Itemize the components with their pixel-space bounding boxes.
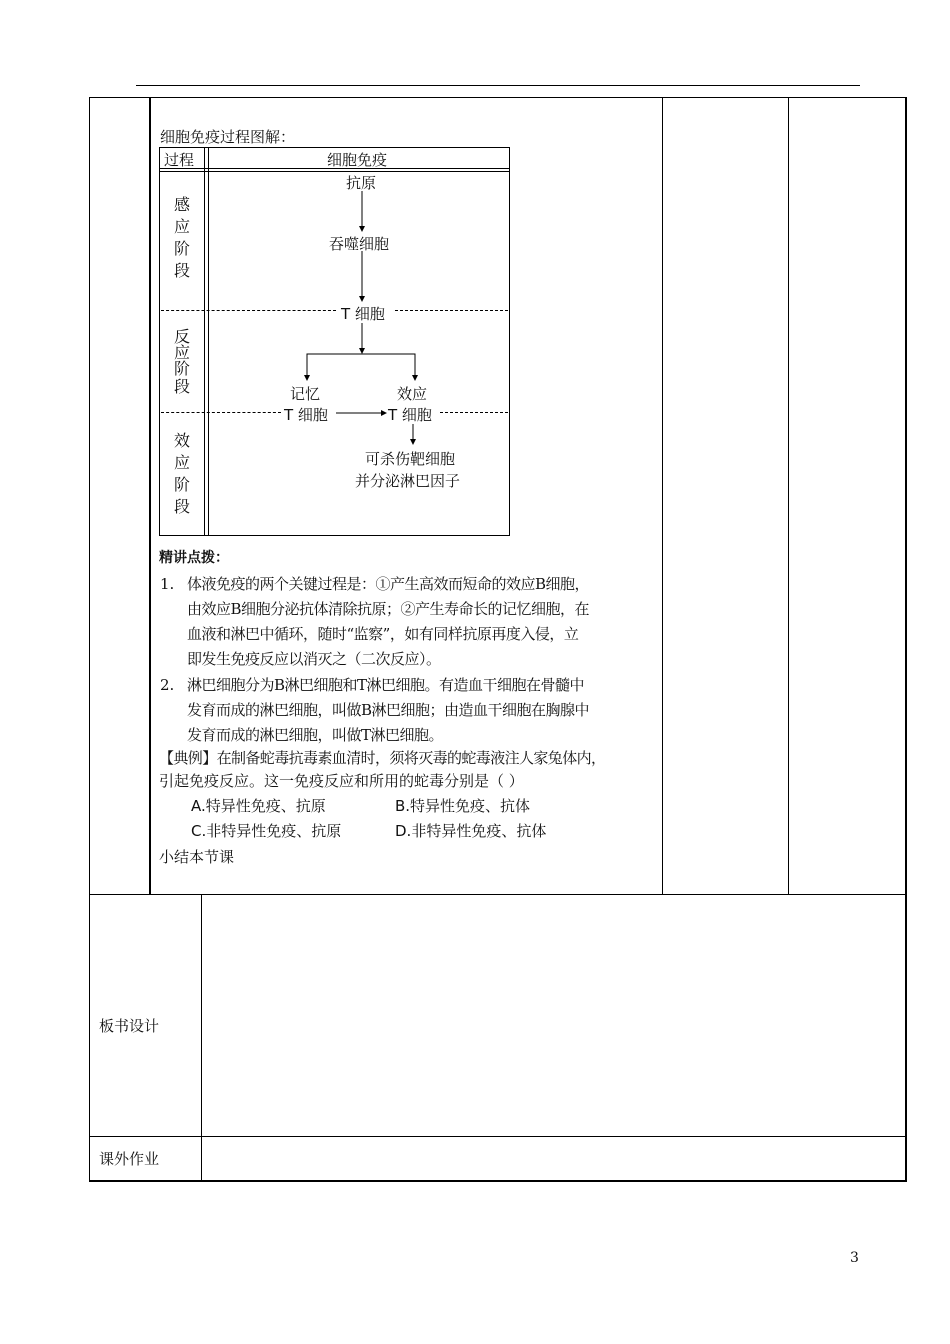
node-effector: 效应 (397, 385, 428, 403)
example-line-1: 【典例】在制备蛇毒抗毒素血清时，须将灭毒的蛇毒液注人家兔体内， (159, 749, 606, 767)
homework-label: 课外作业 (99, 1150, 160, 1168)
header-process: 过程 (164, 151, 195, 169)
stage-3-char-4: 段 (173, 497, 190, 516)
node-memory: 记忆 (290, 385, 321, 403)
stage-3-char-2: 应 (173, 453, 190, 472)
note-2-number: 2. (160, 676, 175, 694)
node-effector-t-cell: T 细胞 (388, 406, 432, 424)
stage-1-char-3: 阶 (173, 239, 190, 258)
flow-arrows (0, 0, 950, 600)
example-option-d: D.非特异性免疫、抗体 (395, 822, 547, 840)
node-phagocyte: 吞噬细胞 (329, 235, 390, 253)
node-result-line-2: 并分泌淋巴因子 (355, 472, 461, 490)
table-bottom-border (89, 1180, 907, 1182)
row-divider-1 (89, 894, 906, 895)
board-design-label: 板书设计 (99, 1017, 160, 1035)
stage-2-char-3: 阶 (173, 359, 190, 378)
node-result-line-1: 可杀伤靶细胞 (365, 450, 456, 468)
stage-1-char-2: 应 (173, 217, 190, 236)
stage-1-char-4: 段 (173, 261, 190, 280)
header-cell-immunity: 细胞免疫 (327, 151, 388, 169)
example-option-c: C.非特异性免疫、抗原 (191, 822, 342, 840)
stage-2-char-4: 段 (173, 377, 190, 396)
note-1-line-1: 体液免疫的两个关键过程是：①产生高效而短命的效应B细胞， (187, 575, 590, 593)
stage-1-char-1: 感 (173, 195, 190, 214)
notes-heading: 精讲点拨： (159, 550, 229, 566)
stage-3-char-1: 效 (173, 431, 190, 450)
note-1-number: 1. (160, 575, 175, 593)
node-t-cell: T 细胞 (341, 305, 385, 323)
note-2-line-2: 发育而成的淋巴细胞，叫做B淋巴细胞；由造血干细胞在胸腺中 (187, 701, 590, 719)
node-antigen: 抗原 (346, 174, 377, 192)
note-1-line-3: 血液和淋巴中循环，随时“监察”，如有同样抗原再度入侵，立 (187, 625, 579, 643)
note-2-line-1: 淋巴细胞分为B淋巴细胞和T淋巴细胞。有造血干细胞在骨髓中 (187, 676, 585, 694)
summary-text: 小结本节课 (159, 848, 235, 866)
stage-3-char-3: 阶 (173, 475, 190, 494)
note-1-line-4: 即发生免疫反应以消灭之（二次反应）。 (187, 650, 441, 668)
note-2-line-3: 发育而成的淋巴细胞，叫做T淋巴细胞。 (187, 726, 444, 744)
diagram-caption: 细胞免疫过程图解： (160, 128, 296, 146)
note-1-line-2: 由效应B细胞分泌抗体清除抗原；②产生寿命长的记忆细胞，在 (187, 600, 590, 618)
page-number: 3 (850, 1250, 859, 1266)
stage-2-char-1: 反 (173, 327, 190, 346)
example-line-2: 引起免疫反应。这一免疫反应和所用的蛇毒分别是（ ） (159, 772, 524, 790)
example-option-a: A.特异性免疫、抗原 (191, 797, 326, 815)
stage-2-char-2: 应 (173, 343, 190, 362)
col-divider-lower (201, 894, 202, 1181)
node-memory-t-cell: T 细胞 (284, 406, 328, 424)
row-divider-2 (89, 1136, 906, 1137)
example-option-b: B.特异性免疫、抗体 (395, 797, 531, 815)
